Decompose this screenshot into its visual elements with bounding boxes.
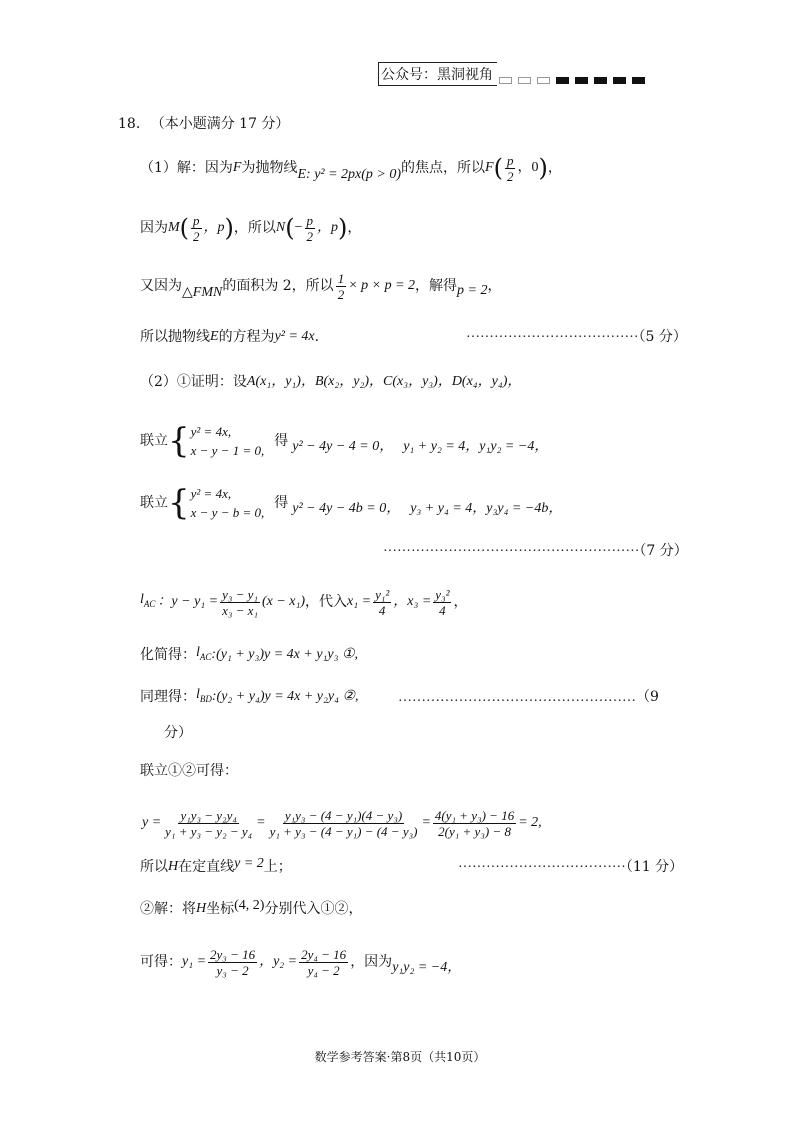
fraction: $\frac{p}{2}$: [506, 152, 514, 184]
math-symbol: H: [168, 859, 179, 874]
math-symbol: H: [196, 901, 207, 916]
text-segment: 上；: [263, 859, 292, 875]
math-expr: ，0: [517, 160, 539, 175]
header-mark-icon: [499, 77, 512, 84]
text-segment: 所以抛物线: [140, 329, 210, 345]
text-segment: 分别代入①②，: [264, 901, 363, 917]
math-expr: = 2,: [518, 815, 542, 830]
math-symbol: F: [485, 160, 494, 175]
solution-line-2: 因为 M ( $\frac{p}{2}$ ，p ) ，所以 N ( − $\frac{p}{2}$ ，p ) ，: [140, 212, 362, 244]
text-segment: 联立: [140, 495, 168, 511]
header-mark-icon: [594, 77, 607, 84]
math-expr: A(x₁，y₁)，B(x₂，y₂)，C(x₃，y₃)，D(x₄，y₄)，: [246, 374, 522, 389]
fraction: $\frac{\text{2y₃ − 16}}{\text{y₃ − 2}}$: [210, 946, 256, 978]
solution-line-7: 联立 { y² = 4x, x − y − b = 0, 得 y² − 4y − 4b = 0， y₃ + y₄ = 4，y₃y₄ = −4b，: [140, 483, 563, 523]
text-segment: ，: [347, 220, 362, 236]
text-segment: ，: [487, 278, 502, 294]
text-segment: 为抛物线: [241, 160, 298, 176]
fraction: $\frac{p}{2}$: [306, 212, 314, 244]
math-expr: ，p: [203, 220, 225, 235]
header-mark-icon: [613, 77, 626, 84]
text-segment: 因为: [140, 220, 168, 236]
fraction: $\frac{\text{y₁²}}{4}$: [375, 586, 390, 618]
fraction: $\frac{\text{y₃²}}{4}$: [435, 586, 450, 618]
text-segment: 坐标: [206, 901, 235, 917]
score-marker: ……………………………………………（9: [398, 689, 659, 705]
text-segment: （1）解：因为: [140, 160, 233, 176]
math-expr: x₁ =: [347, 594, 372, 609]
fraction: $\frac{1}{2}$: [337, 270, 345, 302]
math-expr: ：y − y₁ =: [157, 594, 219, 609]
math-expr: ，x₃ =: [393, 594, 432, 609]
math-symbol: $l_{AC}$: [140, 592, 156, 609]
solution-line-10: [140, 644, 358, 666]
math-symbol: N: [275, 220, 286, 235]
text-segment: 又因为: [140, 278, 182, 294]
watermark-label: 公众号：黑洞视角: [378, 62, 497, 86]
solution-line-3: [140, 266, 501, 306]
fraction: $\frac{\text{y₁y₃ − (4 − y₁)(4 − y₃)}}{\text{y₁ + y₃ − (4 − y₁) − (4 − y₃)}}$: [269, 807, 418, 839]
solution-line-6: 联立 { y² = 4x, x − y − 1 = 0, 得 y² − 4y − 4 = 0， y₁ + y₂ = 4，y₁y₂ = −4，: [140, 421, 549, 461]
math-expr: y² − 4y − 4b = 0，: [292, 501, 401, 516]
text-segment: 的焦点，所以: [401, 160, 486, 176]
header-mark-icon: [632, 77, 645, 84]
problem-title: （本小题满分 17 分）: [150, 116, 290, 132]
text-segment: 同理得：: [140, 689, 196, 705]
fraction: $\frac{\text{y₃ − y₁}}{\text{x₃ − x₁}}$: [222, 586, 258, 618]
math-expr: ，y₂ =: [259, 954, 298, 969]
solution-line-13: y = $\frac{\text{y₁y₃ − y₂y₄}}{\text{y₁ + y₃ − y₂ − y₄}}$ = $\frac{\text{y₁y₃ − (4 − y₁)(4 − y₃)}}{\text{y₁ + y₃ − (4 − y₁) − (4 − y₃)}}$ = $\frac{\text{4(y₁ + y₃) − 16}}{\text{2(y₁ + y₃) − 8}}$ = 2,: [142, 807, 542, 839]
solution-line-12: 联立①②可得：: [140, 763, 238, 779]
parabola-equation: E: y² = 2px(p > 0): [297, 167, 402, 182]
score-marker-continued: 分）: [164, 725, 192, 741]
text-segment: 可得：: [140, 954, 182, 970]
solution-line-14: [140, 856, 292, 878]
text-segment: 联立: [140, 433, 168, 449]
text-segment: ，所以: [233, 220, 276, 236]
triangle-symbol: △FMN: [182, 285, 223, 300]
header-mark-icon: [575, 77, 588, 84]
solution-line-9: $l_{AC}$ ：y − y₁ = $\frac{\text{y₃ − y₁}}{\text{x₃ − x₁}}$ (x − x₁) ，代入 x₁ = $\frac{\text{y₁²}}{4}$ ，x₃ = $\frac{\text{y₃²}}{4}$ ，: [140, 586, 468, 618]
math-expr: −: [294, 220, 303, 235]
solution-line-1: （1）解：因为 F 为抛物线 E: y² = 2px(p > 0) 的焦点，所以 F ( $\frac{p}{2}$ ，0 ) ，: [140, 152, 562, 184]
score-marker: ····································（11 分）: [458, 859, 684, 875]
math-expr: p = 2: [457, 283, 488, 298]
text-segment: 所以: [140, 859, 168, 875]
problem-heading: [118, 115, 289, 133]
fraction: $\frac{p}{2}$: [193, 212, 200, 244]
header-mark-icon: [556, 77, 569, 84]
math-symbol: $l_{AC}$: [196, 645, 212, 662]
solution-line-5: [140, 371, 521, 393]
math-expr: y₁y₂ = −4，: [392, 960, 462, 975]
math-expr: y² = 4x: [274, 329, 315, 344]
equation-system: y² = 4x, x − y − 1 = 0,: [190, 424, 265, 458]
text-segment: ，因为: [350, 954, 393, 970]
fraction: $\frac{\text{y₁y₃ − y₂y₄}}{\text{y₁ + y₃ − y₂ − y₄}}$: [165, 807, 253, 839]
text-segment: （2）①证明：设: [140, 374, 247, 390]
math-symbol: E: [210, 329, 219, 344]
text-segment: 的方程为: [218, 329, 275, 345]
solution-line-15: [140, 898, 362, 920]
text-segment: 得: [274, 433, 289, 449]
math-expr: :(y₂ + y₄)y = 4x + y₂y₄ ②,: [211, 689, 359, 704]
math-symbol: $l_{BD}$: [196, 687, 212, 704]
text-segment: ②解：将: [140, 901, 196, 917]
math-expr: :(y₁ + y₃)y = 4x + y₁y₃ ①,: [211, 647, 359, 662]
text-segment: ，解得: [415, 278, 458, 294]
math-symbol: F: [232, 160, 242, 175]
text-segment: 在定直线: [178, 859, 235, 875]
math-expr: y₃ + y₄ = 4，y₃y₄ = −4b，: [410, 501, 563, 516]
header-mark-icon: [537, 77, 550, 84]
text-segment: ，代入: [305, 594, 348, 610]
score-marker: ·····································（5 分）: [466, 329, 687, 345]
math-expr: (x − x₁): [261, 594, 306, 609]
score-marker: ·······················································（7 分）: [383, 543, 688, 559]
math-expr: × p × p = 2: [348, 278, 416, 293]
problem-number: 18.: [118, 116, 141, 132]
math-expr: ，p: [317, 220, 339, 235]
page-footer: 数学参考答案·第8页（共10页）: [314, 1050, 486, 1064]
math-expr: y₁ + y₂ = 4，y₁y₂ = −4，: [403, 439, 549, 454]
math-expr: y² − 4y − 4 = 0，: [292, 439, 394, 454]
math-expr: y =: [142, 815, 162, 830]
math-expr: (4, 2): [234, 898, 265, 913]
math-expr: y = 2: [234, 856, 264, 871]
solution-line-16: [140, 940, 461, 984]
text-segment: 化简得：: [140, 647, 196, 663]
math-expr: y₁ =: [182, 954, 207, 969]
solution-line-11: [140, 686, 359, 708]
math-symbol: M: [168, 220, 180, 235]
text-segment: 的面积为 2，所以: [222, 278, 334, 294]
equation-system: y² = 4x, x − y − b = 0,: [190, 486, 265, 520]
fraction: $\frac{\text{4(y₁ + y₃) − 16}}{\text{2(y₁ + y₃) − 8}}$: [434, 807, 515, 839]
fraction: $\frac{\text{2y₄ − 16}}{\text{y₄ − 2}}$: [301, 946, 347, 978]
solution-line-4: 所以抛物线 E 的方程为 y² = 4x .: [140, 329, 320, 345]
page-header: [378, 62, 651, 86]
header-mark-icon: [518, 77, 531, 84]
text-segment: 得: [274, 495, 289, 511]
